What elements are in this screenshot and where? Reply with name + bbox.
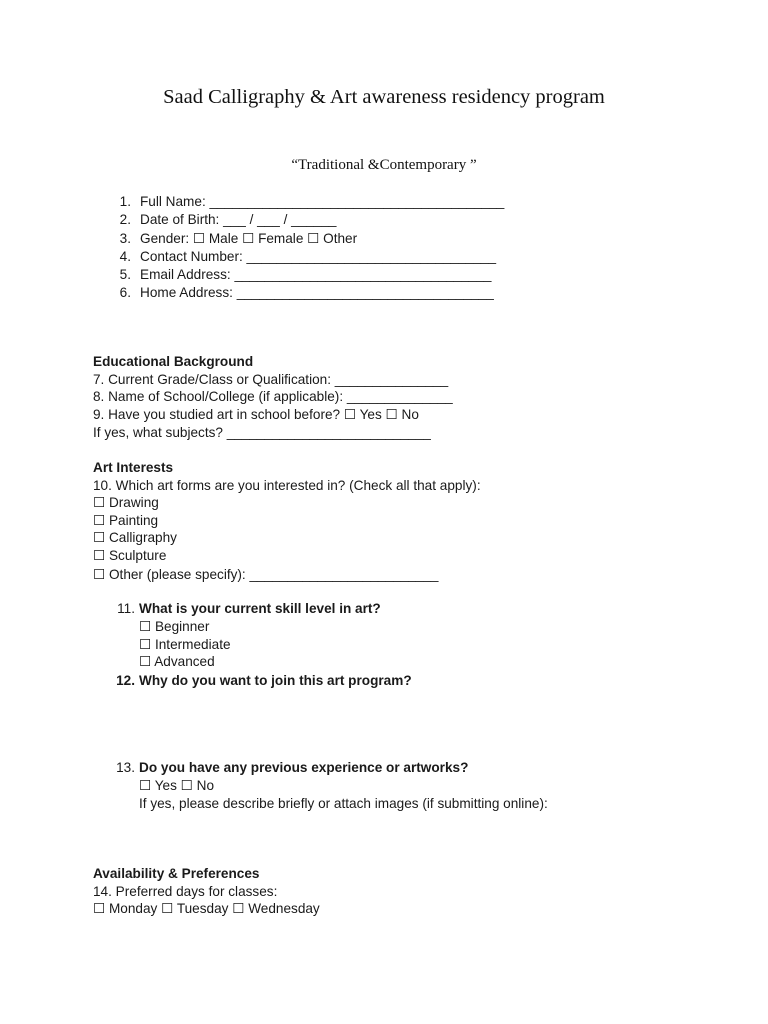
list-number: 1. bbox=[119, 194, 131, 209]
question-why-join bbox=[111, 672, 412, 689]
checkbox-calligraphy[interactable]: ☐ Calligraphy bbox=[93, 530, 177, 545]
question-skill-level bbox=[111, 600, 381, 617]
question-grade[interactable]: 7. Current Grade/Class or Qualification: _______________ bbox=[93, 372, 449, 387]
checkbox-other[interactable]: ☐ Other (please specify): _________________________ bbox=[93, 567, 439, 582]
list-number: 6. bbox=[119, 285, 131, 300]
field-label: Full Name: _______________________________________ bbox=[140, 194, 505, 209]
list-number: 11. bbox=[117, 601, 135, 616]
checkbox-beginner[interactable]: ☐ Beginner bbox=[139, 619, 210, 634]
field-date-of-birth[interactable] bbox=[109, 211, 337, 228]
section-heading-availability: Availability & Preferences bbox=[93, 866, 260, 881]
list-number: 12. bbox=[116, 673, 135, 688]
field-gender[interactable] bbox=[109, 230, 357, 247]
list-number: 4. bbox=[119, 249, 131, 264]
list-number: 2. bbox=[119, 212, 131, 227]
question-text: Why do you want to join this art program? bbox=[139, 673, 412, 688]
field-label: Home Address: __________________________________ bbox=[140, 285, 494, 300]
field-label: Date of Birth: ___ / ___ / ______ bbox=[140, 212, 337, 227]
list-number: 13. bbox=[116, 760, 135, 775]
question-text: What is your current skill level in art? bbox=[139, 601, 381, 616]
checkbox-painting[interactable]: ☐ Painting bbox=[93, 513, 159, 528]
checkbox-advanced[interactable]: ☐ Advanced bbox=[139, 654, 215, 669]
field-email-address[interactable] bbox=[109, 266, 492, 283]
checkbox-experience-yes-no[interactable]: ☐ Yes ☐ No bbox=[139, 778, 215, 793]
section-heading-education: Educational Background bbox=[93, 354, 254, 369]
section-heading-interests: Art Interests bbox=[93, 460, 174, 475]
question-preferred-days: 14. Preferred days for classes: bbox=[93, 884, 278, 899]
page-subtitle: “Traditional &Contemporary ” bbox=[291, 157, 477, 173]
question-school[interactable]: 8. Name of School/College (if applicable): ______________ bbox=[93, 389, 453, 404]
checkbox-days[interactable]: ☐ Monday ☐ Tuesday ☐ Wednesday bbox=[93, 901, 320, 916]
question-studied-art[interactable]: 9. Have you studied art in school before? ☐ Yes ☐ No bbox=[93, 407, 419, 422]
question-text: Do you have any previous experience or artworks? bbox=[139, 760, 469, 775]
question-experience bbox=[111, 759, 468, 776]
field-label: Email Address: __________________________________ bbox=[140, 267, 492, 282]
page-title: Saad Calligraphy & Art awareness residency program bbox=[163, 86, 605, 108]
field-contact-number[interactable] bbox=[109, 248, 496, 265]
list-number: 5. bbox=[119, 267, 131, 282]
field-label: Gender: ☐ Male ☐ Female ☐ Other bbox=[140, 231, 358, 246]
checkbox-sculpture[interactable]: ☐ Sculpture bbox=[93, 548, 167, 563]
checkbox-drawing[interactable]: ☐ Drawing bbox=[93, 495, 159, 510]
experience-followup: If yes, please describe briefly or attach images (if submitting online): bbox=[139, 796, 548, 811]
checkbox-intermediate[interactable]: ☐ Intermediate bbox=[139, 637, 231, 652]
field-label: Contact Number: _________________________________ bbox=[140, 249, 497, 264]
field-full-name[interactable] bbox=[109, 193, 504, 210]
question-subjects[interactable]: If yes, what subjects? ___________________________ bbox=[93, 425, 431, 440]
list-number: 3. bbox=[119, 231, 131, 246]
field-home-address[interactable] bbox=[109, 284, 494, 301]
question-art-forms: 10. Which art forms are you interested in? (Check all that apply): bbox=[93, 478, 481, 493]
